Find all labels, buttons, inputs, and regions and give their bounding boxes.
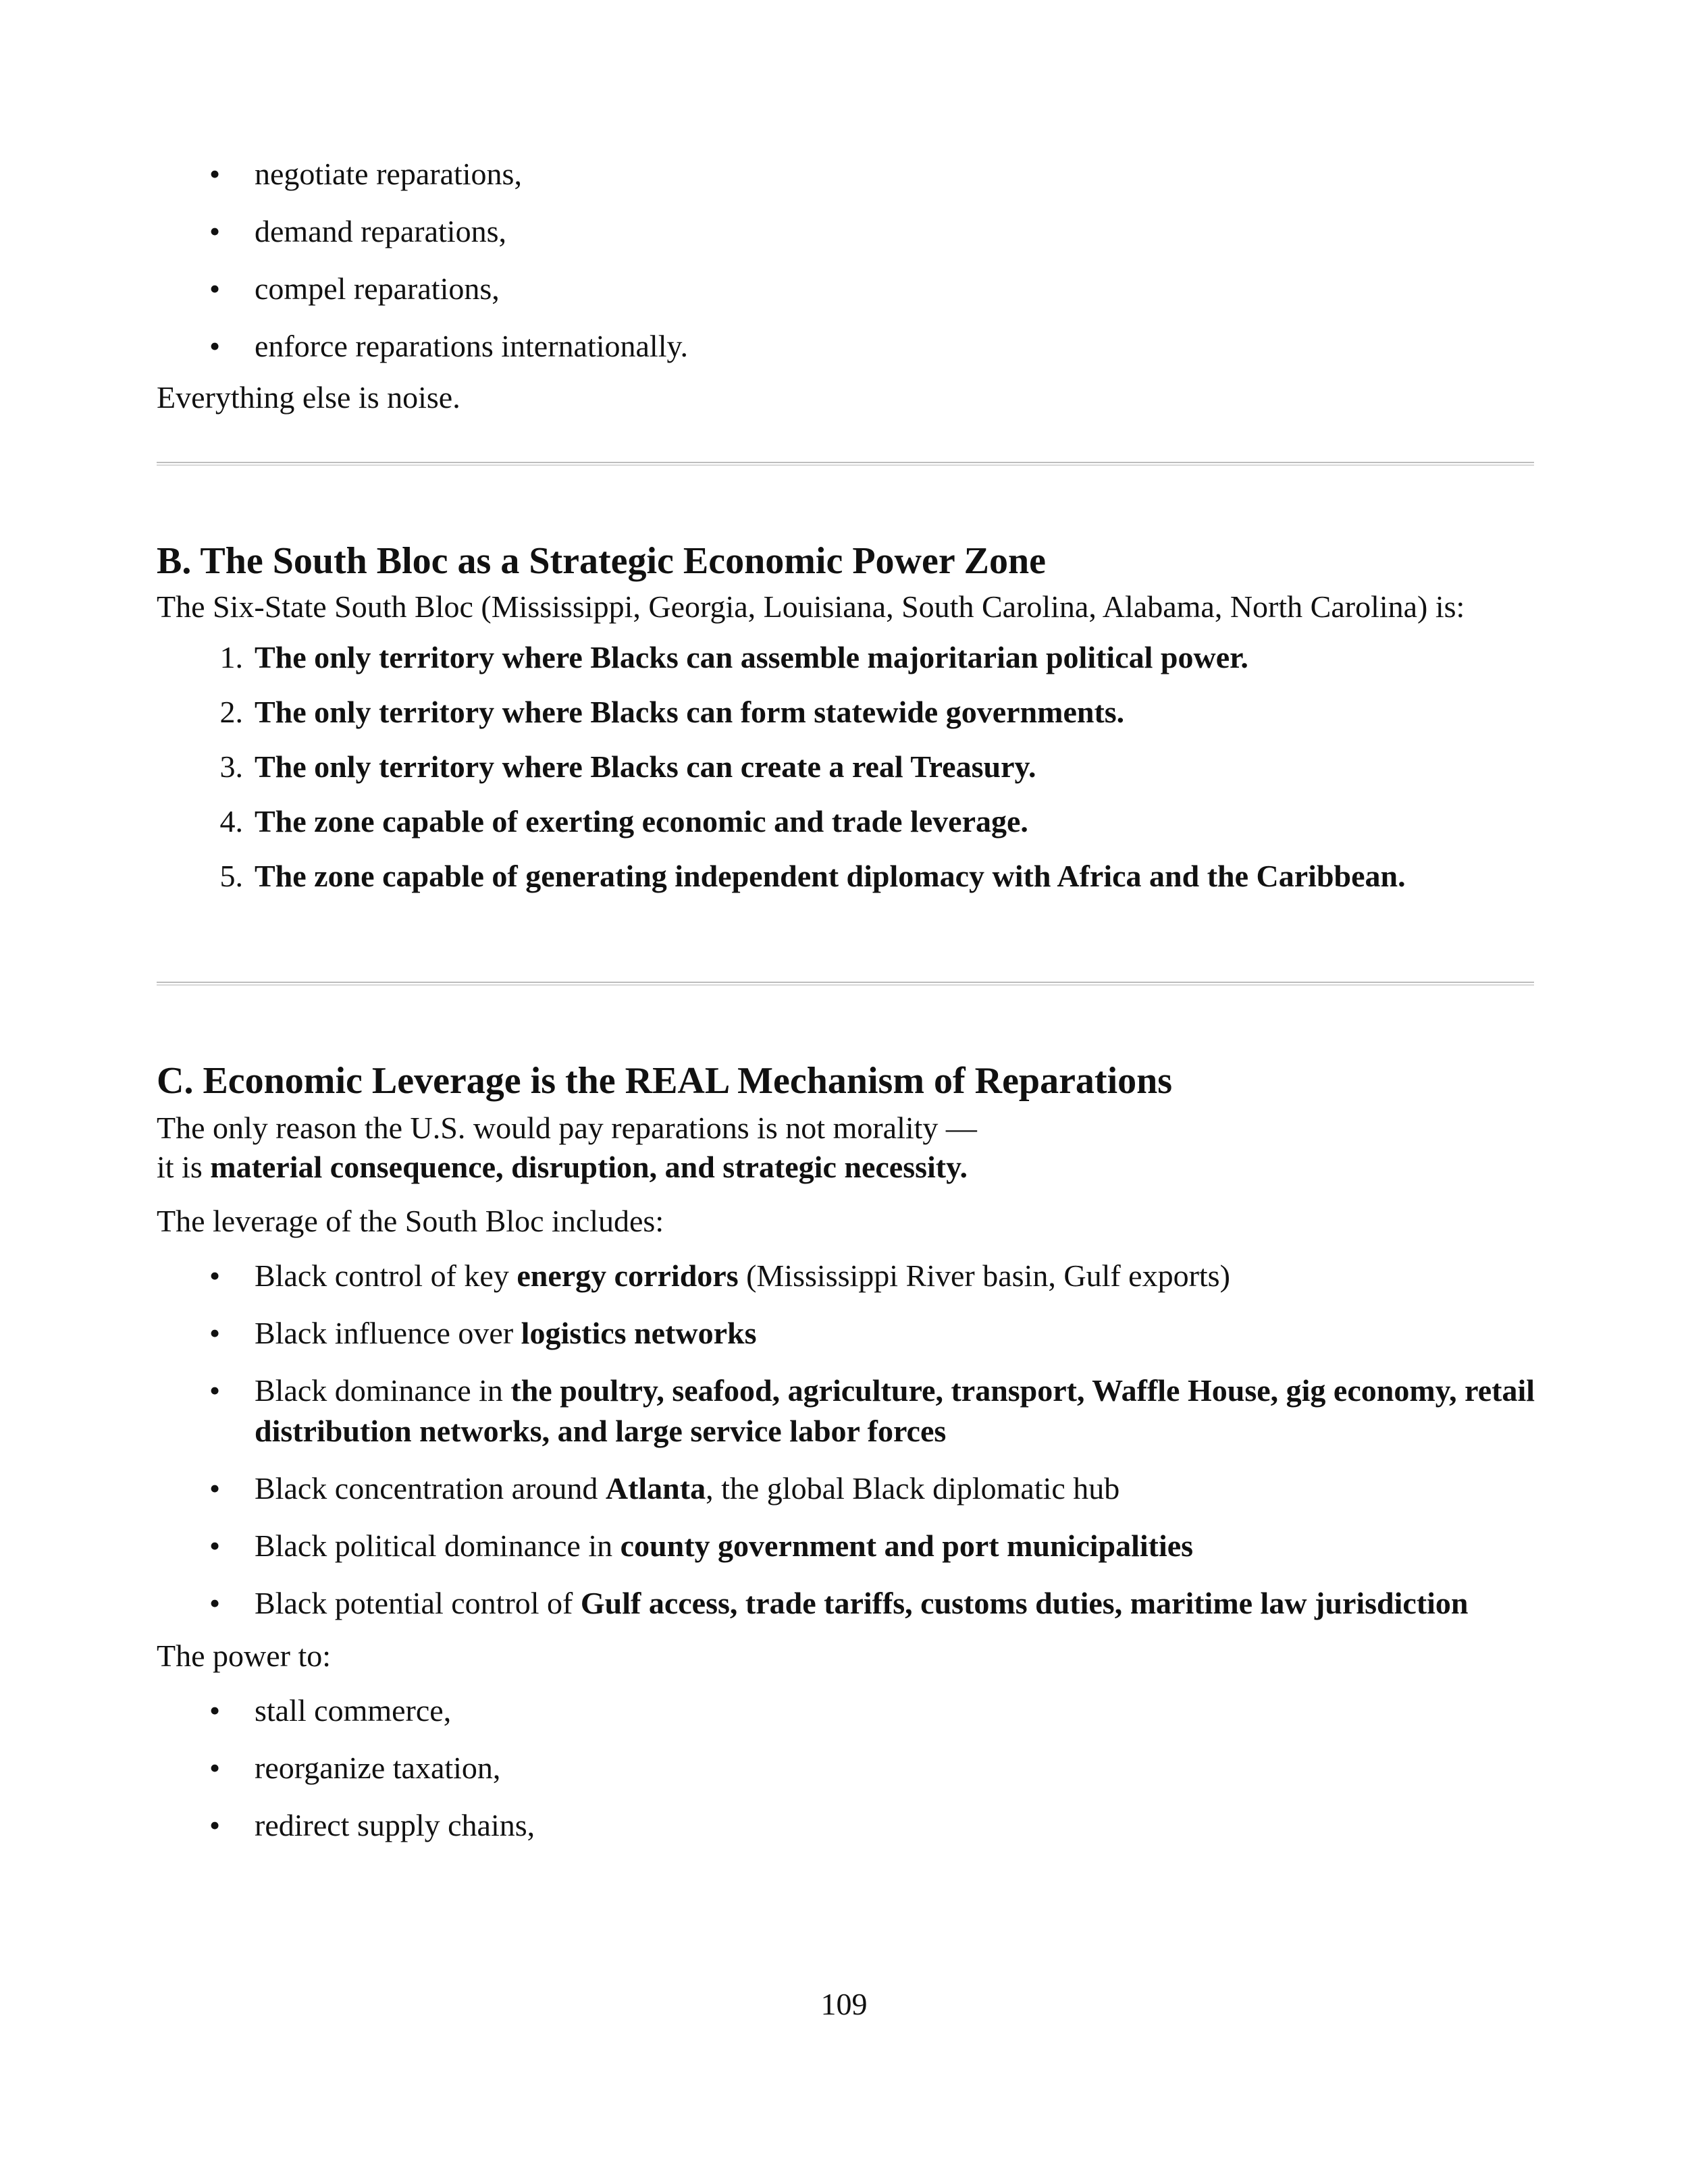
intro-plain-text: it is — [157, 1150, 211, 1184]
list-item-text: The only territory where Blacks can assemble majoritarian political power. — [255, 640, 1248, 674]
section-c-intro-line2 — [157, 1148, 1534, 1187]
list-item-text: The only territory where Blacks can create a real Treasury. — [255, 749, 1036, 784]
list-item-text: demand reparations, — [255, 214, 506, 248]
list-item — [157, 1526, 1534, 1566]
list-item-text: negotiate reparations, — [255, 157, 522, 191]
page-number: 109 — [820, 1987, 868, 2021]
bullet-icon: • — [209, 1528, 221, 1563]
section-b-intro: The Six-State South Bloc (Mississippi, Georgia, Louisiana, South Carolina, Alabama, North Carolina) is: — [157, 589, 1465, 624]
bullet-icon: • — [209, 1586, 221, 1620]
section-divider — [157, 982, 1534, 986]
list-item — [157, 1690, 1534, 1731]
item-bold-text: energy corridors — [517, 1258, 739, 1293]
bullet-icon: • — [209, 1471, 221, 1506]
list-number: 5. — [219, 859, 243, 893]
top-list-block — [157, 154, 1534, 417]
list-item — [157, 1583, 1551, 1624]
item-plain-text: , the global Black diplomatic hub — [706, 1471, 1120, 1506]
section-b — [157, 537, 1534, 911]
item-plain-text: Black influence over — [255, 1316, 521, 1350]
section-divider — [157, 462, 1534, 466]
list-item — [157, 747, 1534, 787]
list-item-text: The only territory where Blacks can form statewide governments. — [255, 695, 1125, 729]
list-item — [157, 211, 1534, 252]
bullet-icon: • — [209, 1693, 221, 1728]
list-item — [157, 1748, 1534, 1788]
list-item — [157, 1256, 1534, 1296]
bullet-icon: • — [209, 271, 221, 306]
list-item — [157, 326, 1534, 367]
item-plain-text: Black potential control of — [255, 1586, 581, 1620]
list-item — [157, 1370, 1578, 1451]
section-c — [157, 1057, 1534, 1863]
item-bold-text: county government and port municipalities — [620, 1528, 1194, 1563]
list-item-text: reorganize taxation, — [255, 1751, 501, 1785]
list-item-text: redirect supply chains, — [255, 1808, 535, 1842]
list-item — [157, 154, 1534, 194]
list-item — [157, 269, 1534, 309]
list-number: 1. — [219, 640, 243, 674]
item-plain-text: Black political dominance in — [255, 1528, 621, 1563]
leverage-intro: The leverage of the South Bloc includes: — [157, 1204, 664, 1238]
list-number: 4. — [219, 804, 243, 838]
bullet-icon: • — [209, 1808, 221, 1842]
section-c-heading: C. Economic Leverage is the REAL Mechanism of Reparations — [157, 1060, 1173, 1102]
power-intro: The power to: — [157, 1639, 332, 1673]
top-bullet-list — [157, 154, 1534, 367]
section-b-heading: B. The South Bloc as a Strategic Economic Power Zone — [157, 540, 1047, 582]
item-plain-text: Black concentration around — [255, 1471, 606, 1506]
list-number: 3. — [219, 749, 243, 784]
list-number: 2. — [219, 695, 243, 729]
bullet-icon: • — [209, 157, 221, 191]
section-b-numbered-list — [157, 637, 1534, 897]
item-plain-text: Black control of key — [255, 1258, 517, 1293]
list-item-text: stall commerce, — [255, 1693, 452, 1728]
bullet-icon: • — [209, 329, 221, 363]
item-bold-text: the poultry, seafood, agriculture, transport, Waffle House, gig economy, retail distribution networks, and large service labor forces — [255, 1373, 1535, 1448]
power-list — [157, 1690, 1534, 1846]
list-item-text: The zone capable of generating independent diplomacy with Africa and the Caribbean. — [255, 859, 1406, 893]
top-conclusion: Everything else is noise. — [157, 380, 460, 415]
list-item-text: compel reparations, — [255, 271, 500, 306]
list-item — [157, 1468, 1534, 1509]
list-item — [157, 692, 1534, 733]
list-item — [157, 801, 1534, 842]
item-bold-text: logistics networks — [521, 1316, 757, 1350]
bullet-icon: • — [209, 1751, 221, 1785]
item-bold-text: Gulf access, trade tariffs, customs duties, maritime law jurisdiction — [580, 1586, 1469, 1620]
intro-bold-text: material consequence, disruption, and strategic necessity. — [210, 1150, 968, 1184]
bullet-icon: • — [209, 1373, 221, 1408]
bullet-icon: • — [209, 1258, 221, 1293]
list-item — [157, 1313, 1534, 1354]
leverage-list — [157, 1256, 1534, 1624]
list-item-text: enforce reparations internationally. — [255, 329, 689, 363]
list-item — [157, 637, 1534, 678]
list-item — [157, 1805, 1534, 1846]
item-plain-text: Black dominance in — [255, 1373, 511, 1408]
item-plain-text: (Mississippi River basin, Gulf exports) — [738, 1258, 1230, 1293]
bullet-icon: • — [209, 214, 221, 248]
section-c-intro-line1: The only reason the U.S. would pay reparations is not morality — — [157, 1111, 977, 1145]
list-item — [157, 856, 1534, 897]
bullet-icon: • — [209, 1316, 221, 1350]
list-item-text: The zone capable of exerting economic and trade leverage. — [255, 804, 1028, 838]
item-bold-text: Atlanta — [605, 1471, 706, 1506]
